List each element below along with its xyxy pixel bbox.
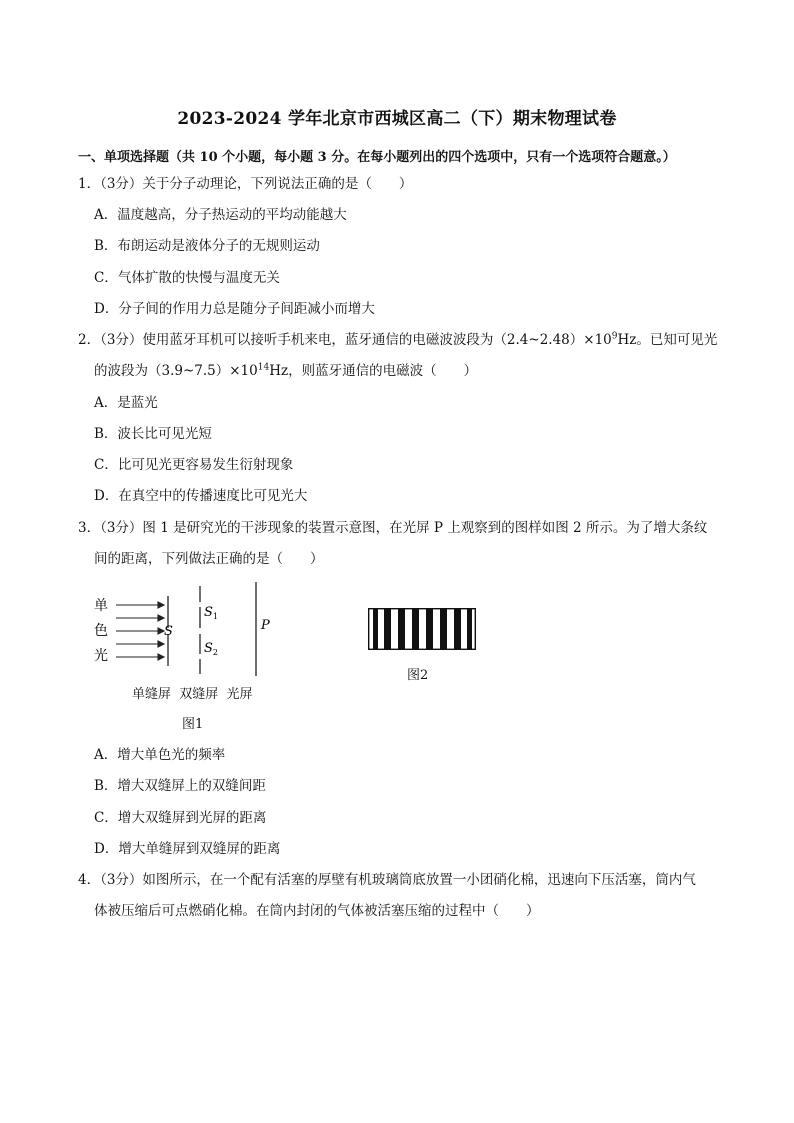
figure-2-caption: 图2 — [407, 668, 429, 683]
figure-1-screen-labels: 单缝屏 双缝屏 光屏 — [132, 687, 253, 702]
question-3-option-b: B．增大双缝屏上的双缝间距 — [94, 778, 266, 794]
question-3-option-a: A．增大单色光的频率 — [94, 747, 226, 763]
question-3-option-d: D．增大单缝屏到双缝屏的距离 — [94, 841, 281, 857]
light-arrows — [116, 602, 164, 660]
question-1-option-c: C．气体扩散的快慢与温度无关 — [94, 270, 280, 286]
question-2-option-a: A．是蓝光 — [94, 395, 158, 411]
question-2-option-c: C．比可见光更容易发生衍射现象 — [94, 457, 294, 473]
label-p: P — [261, 618, 270, 633]
question-1-option-a: A．温度越高，分子热运动的平均动能越大 — [94, 207, 347, 223]
label-s1: $S_1$ — [204, 605, 218, 621]
question-3-stem-line-2: 间的距离，下列做法正确的是（ ） — [94, 551, 324, 567]
label-s2: $S_2$ — [204, 641, 218, 657]
question-1-option-b: B．布朗运动是液体分子的无规则运动 — [94, 238, 320, 254]
question-2-option-b: B．波长比可见光短 — [94, 426, 212, 442]
label-light-char-1: 单 — [94, 598, 108, 614]
figure-1-caption: 图1 — [182, 717, 204, 732]
label-s: S — [164, 624, 173, 639]
figure-2-interference-fringes — [368, 608, 476, 650]
exam-title: 2023-2024 学年北京市西城区高二（下）期末物理试卷 — [177, 109, 617, 129]
question-4-stem-line-1: 4．（3分）如图所示，在一个配有活塞的厚壁有机玻璃筒底放置一小团硝化棉，迅速向下压活塞，筒内气 — [78, 872, 696, 888]
question-3-stem-line-1: 3．（3分）图 1 是研究光的干涉现象的装置示意图，在光屏 P 上观察到的图样如图 2 所示。为了增大条纹 — [78, 520, 708, 536]
question-1-option-d: D．分子间的作用力总是随分子间距减小而增大 — [94, 301, 375, 317]
question-4-stem-line-2: 体被压缩后可点燃硝化棉。在筒内封闭的气体被活塞压缩的过程中（ ） — [94, 903, 540, 919]
label-light-char-2: 色 — [94, 623, 108, 639]
question-2-stem-line-2: 的波段为$(3.9\sim 7.5)\times 10^{14}Hz$，则蓝牙通信的电磁波（ ） — [94, 362, 478, 379]
question-2-stem-line-1: 2．（3分）使用蓝牙耳机可以接听手机来电，蓝牙通信的电磁波波段为$(2.4\sim 2.48)\times 10^9Hz$。已知可见光 — [78, 331, 718, 348]
section-header: 一、单项选择题（共 10 个小题，每小题 3 分。在每小题列出的四个选项中，只有一个选项符合题意。） — [78, 150, 676, 165]
question-2-option-d: D．在真空中的传播速度比可见光大 — [94, 488, 308, 504]
label-light-char-3: 光 — [94, 648, 108, 664]
question-1-stem: 1．（3分）关于分子动理论，下列说法正确的是（ ） — [78, 176, 413, 192]
question-3-option-c: C．增大双缝屏到光屏的距离 — [94, 810, 267, 826]
